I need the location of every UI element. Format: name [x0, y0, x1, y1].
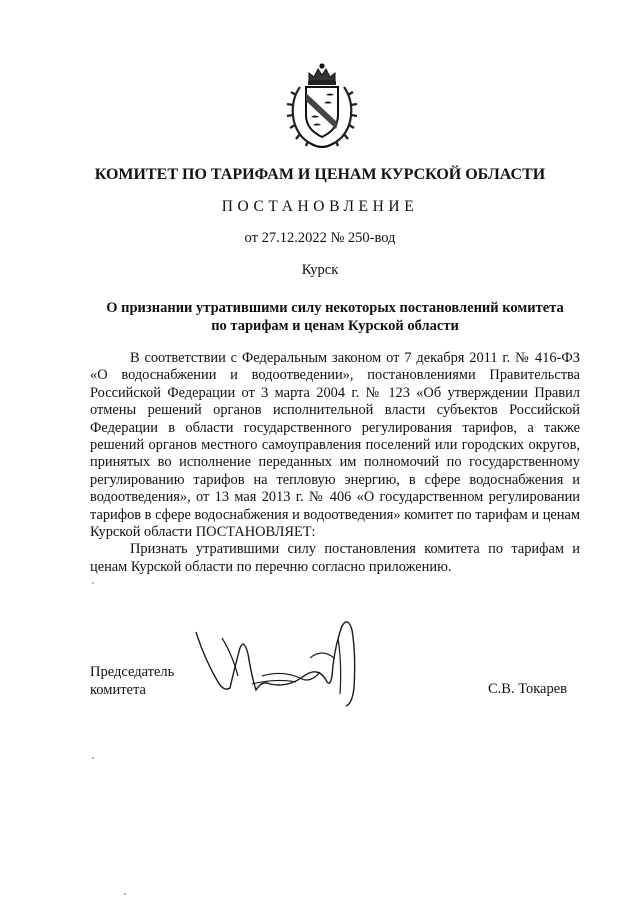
- body-paragraph-1: В соответствии с Федеральным законом от 7 декабря 2011 г. № 416-ФЗ «О водоснабжении и водоотведении», постановлениями Правительства Российской Федерации от 3 марта 2004 г. № 123 «Об утверждении Правил отмены решений органов исполнительной власти субъектов Российской Федерации в области государственного регулирования тарифов, а также решений органов местного самоуправления поселений или городских округов, принятых во исполнение переданных им полномочий по государственному регулированию тарифов на тепловую энергию, в сфере водоснабжения и водоотведения», от 13 мая 2013 г. № 406 «О государственном регулировании тарифов в сфере водоснабжения и водоотведения» комитет по тарифам и ценам Курской области ПОСТАНОВЛЯЕТ:: [90, 350, 580, 541]
- coat-of-arms-emblem: [284, 57, 360, 153]
- scan-speck: [92, 757, 94, 759]
- scan-speck: [92, 582, 94, 584]
- signer-position-line-1: Председатель: [90, 664, 175, 680]
- scan-speck: [124, 893, 126, 895]
- signer-name: С.В. Токарев: [488, 681, 568, 697]
- document-body: [90, 350, 580, 576]
- signer-position: [90, 663, 174, 699]
- document-type: ПОСТАНОВЛЕНИЕ: [221, 198, 419, 215]
- handwritten-signature: [192, 618, 392, 708]
- organization-title: КОМИТЕТ ПО ТАРИФАМ И ЦЕНАМ КУРСКОЙ ОБЛАСТИ: [94, 166, 546, 183]
- subject-line-2: по тарифам и ценам Курской области: [211, 318, 459, 334]
- subject-line-1: О признании утратившими силу некоторых постановлений комитета: [106, 300, 564, 316]
- document-subject: [90, 299, 580, 335]
- body-paragraph-2: Признать утратившими силу постановления комитета по тарифам и ценам Курской области по перечню согласно приложению.: [90, 541, 580, 575]
- document-city: Курск: [301, 262, 339, 278]
- document-date-number: от 27.12.2022 № 250-вод: [244, 230, 396, 246]
- signer-position-line-2: комитета: [90, 682, 146, 698]
